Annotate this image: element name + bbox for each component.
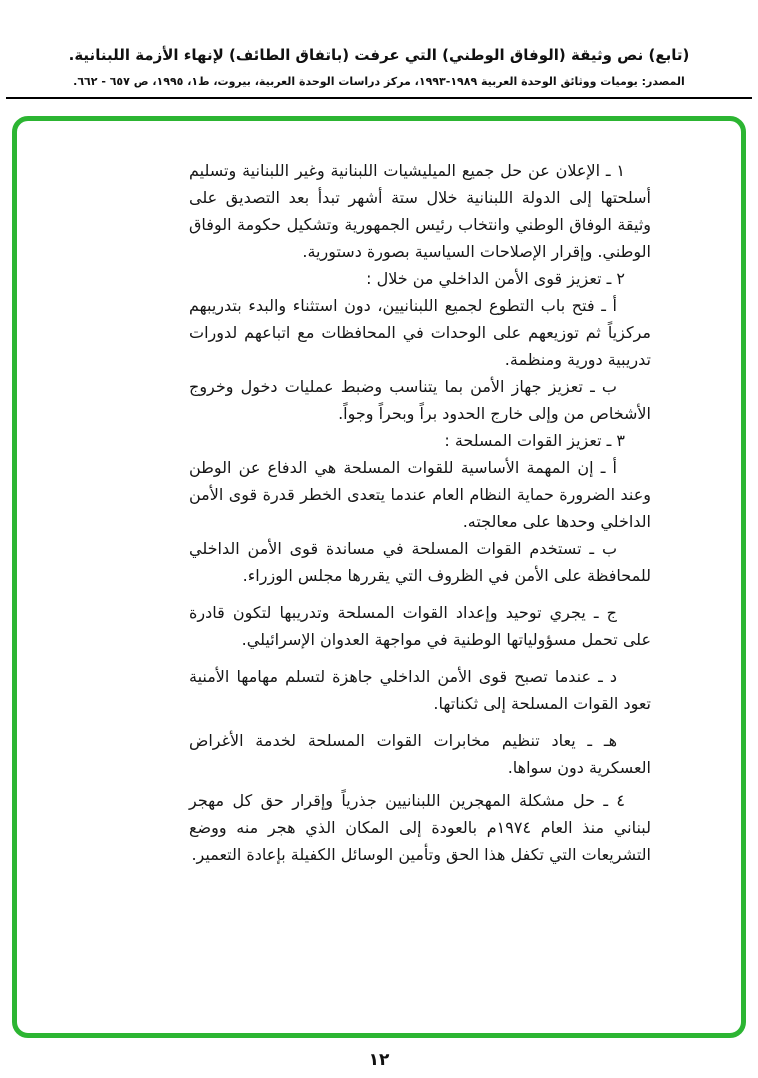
paragraph-item-3: ٣ ـ تعزيز القوات المسلحة : xyxy=(444,431,625,450)
paragraph-item-3d: د ـ عندما تصبح قوى الأمن الداخلي جاهزة لتسلم مهامها الأمنية تعود القوات المسلحة إلى ثكناتها. xyxy=(189,667,651,713)
paragraph-item-3a: أ ـ إن المهمة الأساسية للقوات المسلحة هي الدفاع عن الوطن وعند الضرورة حماية النظام العام عندما يتعدى الخطر قدرة قوى الأمن الداخلي وحدها على معالجته. xyxy=(189,458,651,531)
paragraph-item-2: ٢ ـ تعزيز قوى الأمن الداخلي من خلال : xyxy=(366,269,625,288)
document-body xyxy=(189,157,651,868)
paragraph-item-2a: أ ـ فتح باب التطوع لجميع اللبنانيين، دون استثناء والبدء بتدريبهم مركزياً ثم توزيعهم على الوحدات في المحافظات مع اتباعهم لدورات تدريبية دورية ومنظمة. xyxy=(189,296,651,369)
document-title: (تابع) نص وثيقة (الوفاق الوطني) التي عرفت (باتفاق الطائف) لإنهاء الأزمة اللبنانية. xyxy=(68,46,690,64)
source-citation: المصدر: يوميات ووثائق الوحدة العربية ١٩٨٩-١٩٩٣، مركز دراسات الوحدة العربية، بيروت، ط١، ١٩٩٥، ص ٦٥٧ - ٦٦٢. xyxy=(73,75,685,88)
paragraph-item-3b: ب ـ تستخدم القوات المسلحة في مساندة قوى الأمن الداخلي للمحافظة على الأمن في الظروف التي يقررها مجلس الوزراء. xyxy=(189,539,651,585)
paragraph-item-1: ١ ـ الإعلان عن حل جميع الميليشيات اللبنانية وغير اللبنانية وتسليم أسلحتها إلى الدولة اللبنانية خلال ستة أشهر تبدأ بعد التصديق على وثيقة الوفاق الوطني وانتخاب رئيس الجمهورية وتشكيل حكومة الوفاق الوطني. وإقرار الإصلاحات السياسية بصورة دستورية. xyxy=(189,161,651,261)
paragraph-item-4: ٤ ـ حل مشكلة المهجرين اللبنانيين جذرياً وإقرار حق كل مهجر لبناني منذ العام ١٩٧٤م بالعودة إلى المكان الذي هجر منه ووضع التشريعات التي تكفل هذا الحق وتأمين الوسائل الكفيلة بإعادة التعمير. xyxy=(189,791,651,864)
document-header xyxy=(0,0,758,99)
header-divider xyxy=(6,97,752,99)
paragraph-item-3e: هـ ـ يعاد تنظيم مخابرات القوات المسلحة لخدمة الأغراض العسكرية دون سواها. xyxy=(189,731,651,777)
content-frame xyxy=(12,116,746,1038)
paragraph-item-2b: ب ـ تعزيز جهاز الأمن بما يتناسب وضبط عمليات دخول وخروج الأشخاص من وإلى خارج الحدود براً وبحراً وجواً. xyxy=(189,377,651,423)
paragraph-item-3c: ج ـ يجري توحيد وإعداد القوات المسلحة وتدريبها لتكون قادرة على تحمل مسؤولياتها الوطنية في مواجهة العدوان الإسرائيلي. xyxy=(189,603,651,649)
page-number: ١٢ xyxy=(368,1050,390,1070)
